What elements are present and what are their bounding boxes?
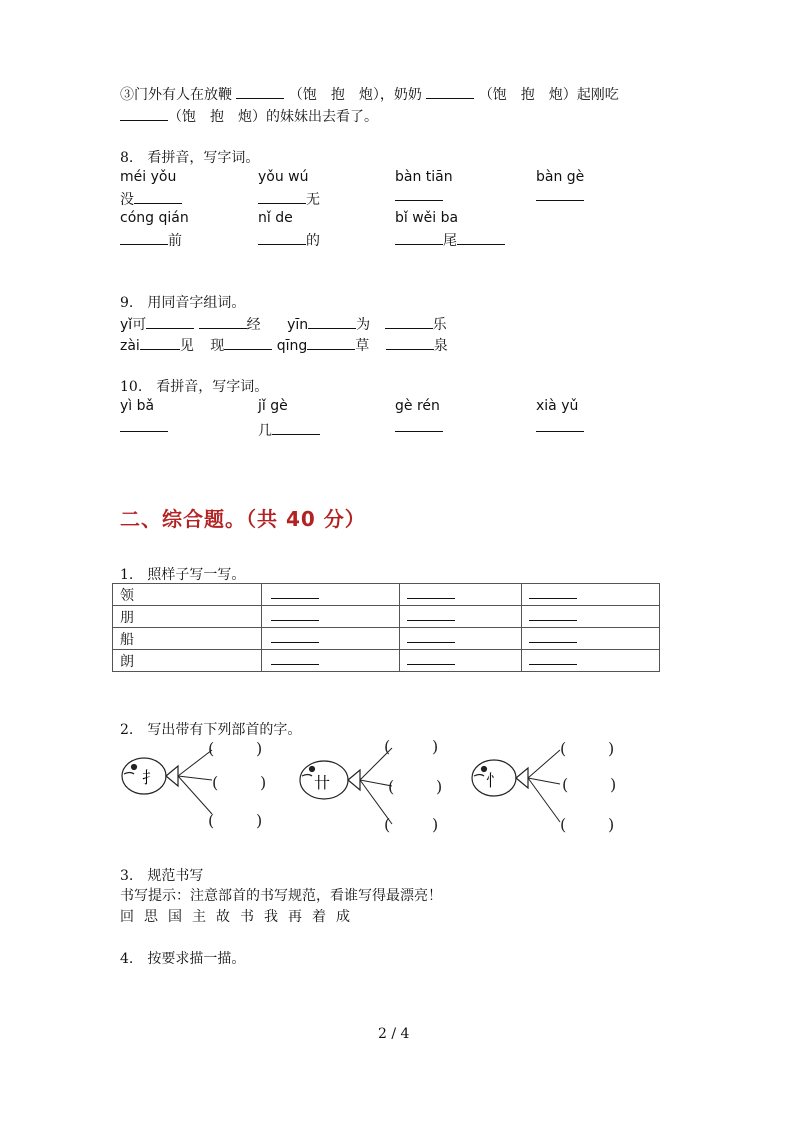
given-char: 的 (306, 233, 320, 249)
given-char: 经 (246, 317, 261, 333)
answer-paren[interactable] (384, 737, 442, 834)
pinyin: méi yǒu (120, 169, 177, 185)
q7-line4 (120, 106, 378, 126)
table-cell-answer[interactable] (262, 650, 400, 672)
answer-blank[interactable] (395, 430, 443, 432)
answer-blank[interactable] (395, 199, 443, 201)
q10-title: 10. 看拼音，写字词。 (120, 379, 269, 395)
svg-text:): ) (432, 737, 439, 756)
pinyin: yǒu wú (258, 169, 309, 185)
q7-options: （饱 抱 炮） (168, 109, 266, 125)
pinyin: qīng (276, 338, 308, 354)
pinyin: yīn (287, 317, 309, 333)
branch-lines (528, 750, 560, 822)
q7-line3-start: ③门外有人在放鞭 (120, 87, 232, 103)
q8-r1-b (258, 189, 320, 209)
page-number: 2 / 4 (378, 1026, 410, 1042)
pinyin: yì bǎ (120, 398, 155, 414)
table-cell-answer[interactable] (522, 650, 660, 672)
answer-blank[interactable] (120, 119, 168, 121)
answer-blank[interactable] (386, 348, 434, 350)
answer-blank[interactable] (536, 430, 584, 432)
answer-blank[interactable] (146, 327, 194, 329)
q8-title: 8. 看拼音，写字词。 (120, 150, 260, 166)
svg-text:): ) (608, 739, 615, 758)
svg-text:): ) (260, 773, 267, 792)
given-char: 为 (356, 317, 371, 333)
radical-label: 忄 (486, 771, 503, 790)
practice-char: 国 (168, 909, 182, 925)
answer-blank[interactable] (395, 243, 443, 245)
given-char: 前 (168, 233, 182, 249)
pinyin: nǐ de (258, 210, 293, 226)
svg-text:): ) (608, 815, 615, 834)
svg-text:(: ( (384, 737, 391, 756)
practice-char: 着 (312, 909, 326, 925)
table-cell-answer[interactable] (522, 584, 660, 606)
answer-blank[interactable] (308, 327, 356, 329)
table-cell-char: 领 (113, 584, 262, 606)
answer-blank[interactable] (120, 243, 168, 245)
svg-text:): ) (432, 815, 439, 834)
given-char: 可 (132, 317, 147, 333)
given-char: 乐 (432, 317, 447, 333)
s2q3-tip: 书写提示：注意部首的书写规范，看谁写得最漂亮！ (120, 888, 442, 904)
answer-blank[interactable] (224, 348, 272, 350)
table-cell-answer[interactable] (399, 606, 522, 628)
answer-blank[interactable] (426, 97, 474, 99)
svg-text:(: ( (208, 739, 215, 758)
table-cell-answer[interactable] (262, 606, 400, 628)
radical-label: 卄 (314, 773, 331, 792)
table-cell-char: 朗 (113, 650, 262, 672)
table-cell-answer[interactable] (262, 584, 400, 606)
q10-a (120, 420, 168, 436)
q10-d (536, 420, 584, 436)
practice-char: 主 (192, 909, 206, 925)
pinyin: bàn gè (536, 169, 585, 185)
answer-blank[interactable] (272, 433, 320, 435)
answer-blank[interactable] (236, 97, 284, 99)
table-cell-answer[interactable] (399, 628, 522, 650)
pinyin: bǐ wěi ba (395, 210, 459, 226)
q8-r2-c (395, 230, 505, 250)
radical-label: 扌 (142, 768, 159, 787)
practice-char: 书 (240, 909, 254, 925)
table-row (113, 628, 660, 650)
table-cell-char: 朋 (113, 606, 262, 628)
given-char: 几 (258, 423, 272, 439)
q8-r1-d (536, 189, 584, 205)
answer-paren[interactable] (208, 739, 266, 830)
given-char: 见 (179, 338, 194, 354)
branch-lines (178, 750, 212, 814)
q10-c (395, 420, 443, 436)
q8-r2-a (120, 230, 182, 250)
table-cell-answer[interactable] (522, 628, 660, 650)
practice-char: 思 (144, 909, 158, 925)
q9-row2 (120, 335, 448, 355)
s2q3-chars (120, 906, 360, 926)
answer-paren[interactable] (560, 739, 616, 834)
given-char: 草 (355, 338, 370, 354)
answer-blank[interactable] (457, 243, 505, 245)
practice-char: 回 (120, 909, 134, 925)
radical-fish-figure (116, 736, 676, 842)
table-cell-answer[interactable] (399, 650, 522, 672)
s2q3-title: 3. 规范书写 (120, 868, 204, 884)
table-cell-answer[interactable] (399, 584, 522, 606)
pinyin: xià yǔ (536, 398, 579, 414)
svg-text:(: ( (560, 815, 567, 834)
table-row (113, 650, 660, 672)
svg-text:(: ( (208, 811, 215, 830)
q9-title: 9. 用同音字组词。 (120, 295, 246, 311)
answer-blank[interactable] (258, 202, 306, 204)
pinyin: zài (120, 338, 140, 354)
given-char: 现 (210, 338, 225, 354)
svg-text:): ) (610, 775, 617, 794)
answer-blank[interactable] (536, 199, 584, 201)
q7-line3-end: 起刚吃 (576, 87, 619, 103)
table-row (113, 606, 660, 628)
svg-text:(: ( (560, 739, 567, 758)
answer-blank[interactable] (199, 327, 247, 329)
q8-r1-c (395, 189, 443, 205)
q9-row1 (120, 314, 447, 334)
s2q1-title: 1. 照样子写一写。 (120, 567, 246, 583)
s2q4-title: 4. 按要求描一描。 (120, 951, 246, 967)
table-cell-answer[interactable] (522, 606, 660, 628)
svg-text:(: ( (384, 815, 391, 834)
section-heading: 二、综合题。（共 40 分） (120, 507, 366, 531)
answer-blank[interactable] (385, 327, 433, 329)
table-cell-answer[interactable] (262, 628, 400, 650)
q8-r2-b (258, 230, 320, 250)
svg-text:(: ( (562, 775, 569, 794)
practice-table (112, 583, 660, 672)
q8-r1-a (120, 189, 182, 209)
q7-line3 (120, 84, 619, 104)
pinyin: jǐ gè (258, 398, 288, 414)
practice-char: 成 (336, 909, 350, 925)
answer-blank[interactable] (258, 243, 306, 245)
answer-blank[interactable] (134, 202, 182, 204)
pinyin: cóng qián (120, 210, 189, 226)
given-char: 尾 (443, 233, 457, 249)
q7-options: （饱 抱 炮） (288, 87, 380, 103)
q10-b (258, 420, 320, 440)
pinyin: yǐ (120, 317, 133, 333)
svg-text:(: ( (388, 777, 395, 796)
practice-char: 故 (216, 909, 230, 925)
svg-text:): ) (256, 811, 263, 830)
pinyin: gè rén (395, 398, 440, 414)
given-char: 泉 (433, 338, 448, 354)
answer-blank[interactable] (140, 348, 180, 350)
s2q2-title: 2. 写出带有下列部首的字。 (120, 722, 302, 738)
practice-char: 再 (288, 909, 302, 925)
q7-line4-end: 的妹妹出去看了。 (266, 109, 378, 125)
q7-options: （饱 抱 炮） (478, 87, 577, 103)
given-char: 无 (306, 192, 320, 208)
table-row (113, 584, 660, 606)
svg-text:): ) (436, 777, 443, 796)
given-char: 没 (120, 192, 134, 208)
q7-line3-mid: ，奶奶 (379, 87, 422, 103)
pinyin: bàn tiān (395, 169, 453, 185)
answer-blank[interactable] (307, 348, 355, 350)
practice-char: 我 (264, 909, 278, 925)
svg-text:): ) (256, 739, 263, 758)
table-cell-char: 船 (113, 628, 262, 650)
answer-blank[interactable] (120, 430, 168, 432)
svg-text:(: ( (212, 773, 219, 792)
